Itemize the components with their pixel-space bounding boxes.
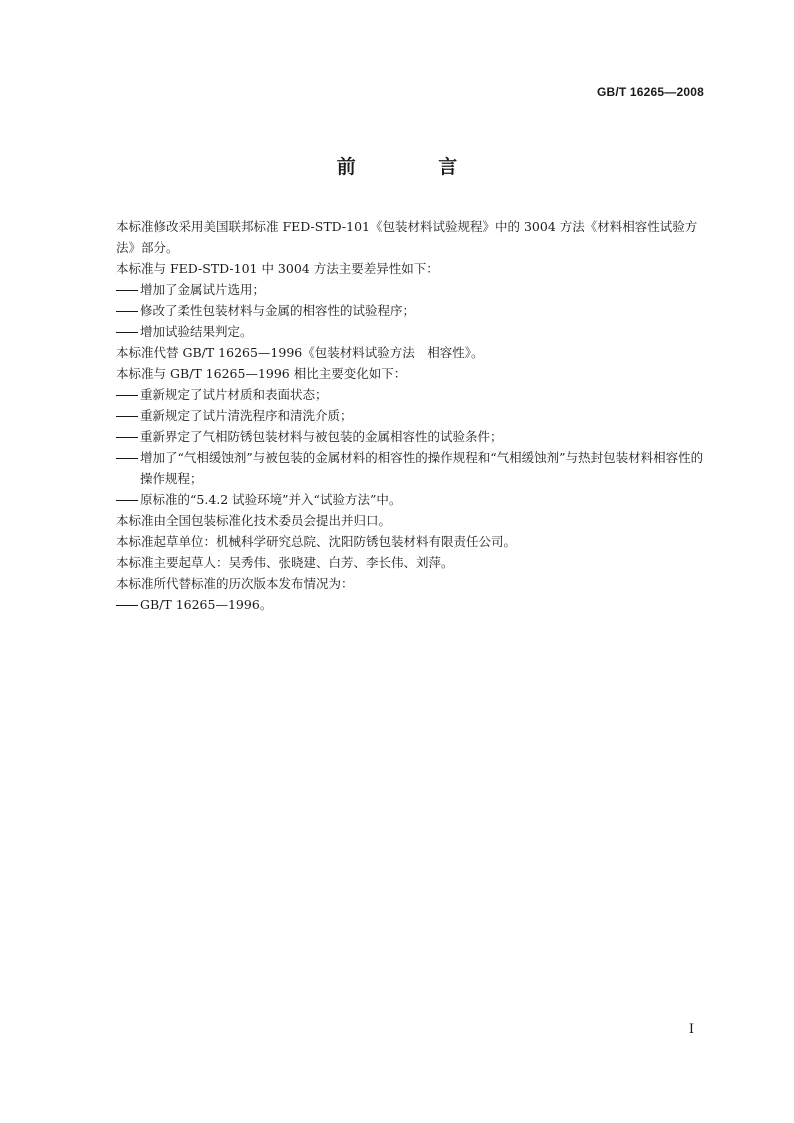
dash-icon — [116, 332, 140, 333]
dash-icon — [116, 290, 140, 291]
paragraph-changes-intro: 本标准与 GB/T 16265—1996 相比主要变化如下： — [116, 366, 407, 381]
dash-icon — [116, 437, 140, 438]
list-item: 修改了柔性包装材料与金属的相容性的试验程序； — [116, 300, 706, 321]
list-item: GB/T 16265—1996。 — [116, 594, 706, 615]
list-item: 重新界定了气相防锈包装材料与被包装的金属相容性的试验条件； — [116, 426, 706, 447]
dash-icon — [116, 458, 140, 459]
list-item: 重新规定了试片材质和表面状态； — [116, 384, 706, 405]
list-item: 增加了“气相缓蚀剂”与被包装的金属材料的相容性的操作规程和“气相缓蚀剂”与热封包装材料相容性的操作规程； — [116, 447, 706, 489]
paragraph-differences-intro: 本标准与 FED-STD-101 中 3004 方法主要差异性如下： — [116, 261, 439, 276]
paragraph-drafters: 本标准主要起草人：吴秀伟、张晓建、白芳、李长伟、刘萍。 — [116, 555, 454, 570]
list-item: 增加了金属试片选用； — [116, 279, 706, 300]
list-item: 原标准的“5.4.2 试验环境”并入“试验方法”中。 — [116, 489, 706, 510]
dash-icon — [116, 395, 140, 396]
page-number: I — [688, 1022, 694, 1037]
list-item: 增加试验结果判定。 — [116, 321, 706, 342]
dash-icon — [116, 311, 140, 312]
paragraph-drafting-units: 本标准起草单位：机械科学研究总院、沈阳防锈包装材料有限责任公司。 — [116, 534, 517, 549]
paragraph-adoption: 本标准修改采用美国联邦标准 FED-STD-101《包装材料试验规程》中的 3004 方法《材料相容性试验方法》部分。 — [116, 219, 698, 255]
dash-icon — [116, 500, 140, 501]
standard-code: GB/T 16265—2008 — [596, 85, 704, 99]
paragraph-proposer: 本标准由全国包装标准化技术委员会提出并归口。 — [116, 513, 392, 528]
paragraph-history-intro: 本标准所代替标准的历次版本发布情况为： — [116, 576, 354, 591]
paragraph-replaces: 本标准代替 GB/T 16265—1996《包装材料试验方法 相容性》。 — [116, 345, 484, 360]
list-item: 重新规定了试片清洗程序和清洗介质； — [116, 405, 706, 426]
dash-icon — [116, 605, 140, 606]
foreword-body — [116, 216, 706, 615]
page-title: 前 言 — [336, 156, 496, 178]
dash-icon — [116, 416, 140, 417]
